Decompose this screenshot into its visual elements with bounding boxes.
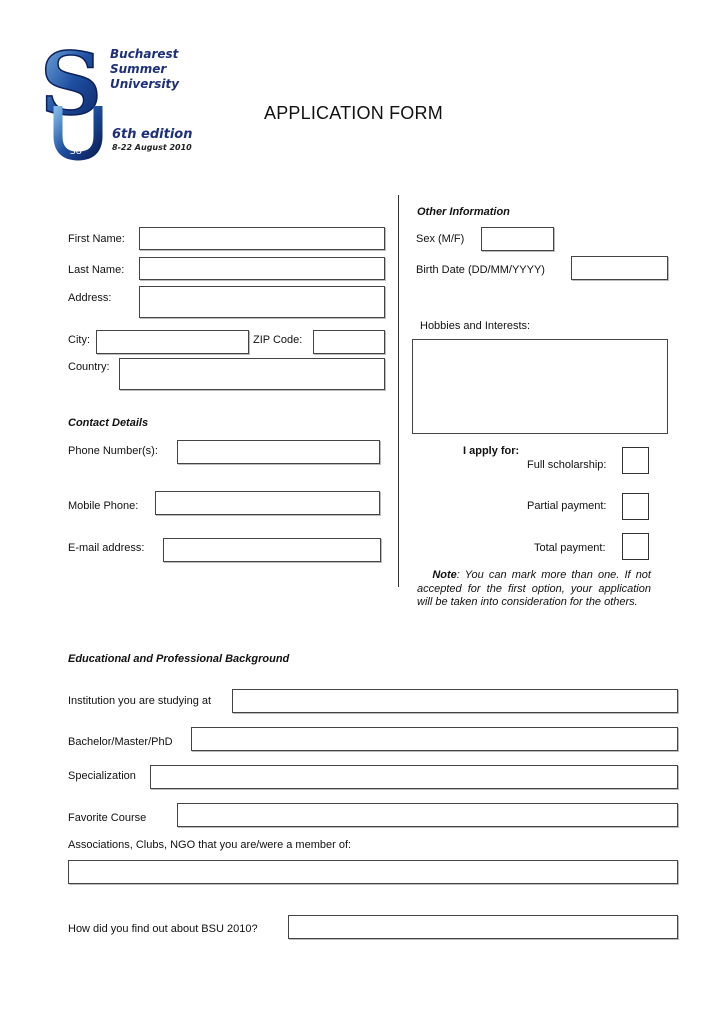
- associations-field[interactable]: [68, 860, 678, 884]
- logo-line-1: Bucharest: [110, 47, 179, 61]
- hobbies-label: Hobbies and Interests:: [420, 320, 531, 332]
- zip-label: ZIP Code:: [253, 334, 303, 346]
- partial-payment-label: Partial payment:: [527, 500, 607, 512]
- page-title: APPLICATION FORM: [264, 103, 443, 123]
- favorite-course-field[interactable]: [177, 803, 678, 827]
- partial-payment-checkbox[interactable]: [622, 493, 649, 520]
- found-out-label: How did you find out about BSU 2010?: [68, 923, 258, 935]
- full-scholarship-checkbox[interactable]: [622, 447, 649, 474]
- svg-text:SU: SU: [69, 147, 83, 157]
- city-field[interactable]: [96, 330, 249, 354]
- institution-label: Institution you are studying at: [68, 695, 212, 707]
- mobile-label: Mobile Phone:: [68, 500, 139, 512]
- email-label: E-mail address:: [68, 542, 145, 554]
- birth-date-label: Birth Date (DD/MM/YYYY): [416, 264, 545, 276]
- hobbies-field[interactable]: [412, 339, 668, 434]
- column-divider: [398, 195, 399, 587]
- total-payment-label: Total payment:: [534, 542, 606, 554]
- logo-line-2: Summer: [110, 62, 167, 76]
- favorite-course-label: Favorite Course: [68, 812, 147, 824]
- contact-heading: Contact Details: [68, 417, 149, 429]
- full-scholarship-label: Full scholarship:: [527, 459, 607, 471]
- email-field[interactable]: [163, 538, 381, 562]
- phone-label: Phone Number(s):: [68, 445, 158, 457]
- logo: [36, 36, 206, 161]
- note-label: Note: [432, 569, 457, 581]
- last-name-field[interactable]: [139, 257, 385, 280]
- city-label: City:: [68, 334, 90, 346]
- associations-label: Associations, Clubs, NGO that you are/were a member of:: [68, 839, 352, 851]
- total-payment-checkbox[interactable]: [622, 533, 649, 560]
- address-field[interactable]: [139, 286, 385, 318]
- logo-edition: 6th edition: [112, 127, 193, 142]
- first-name-field[interactable]: [139, 227, 385, 250]
- svg-text:S: S: [40, 36, 103, 135]
- found-out-field[interactable]: [288, 915, 678, 939]
- degree-label: Bachelor/Master/PhD: [68, 736, 173, 748]
- note-body: : You can mark more than one. If not accepted for the first option, your application will be taken into consideration for the others.: [417, 569, 651, 608]
- zip-field[interactable]: [313, 330, 385, 354]
- country-label: Country:: [68, 361, 110, 373]
- logo-monogram: [36, 36, 116, 161]
- mobile-field[interactable]: [155, 491, 380, 515]
- last-name-label: Last Name:: [68, 264, 125, 276]
- address-label: Address:: [68, 292, 112, 304]
- specialization-field[interactable]: [150, 765, 678, 789]
- note-text: [417, 569, 651, 610]
- sex-field[interactable]: [481, 227, 554, 251]
- institution-field[interactable]: [232, 689, 678, 713]
- logo-dates: 8-22 August 2010: [112, 143, 192, 152]
- specialization-label: Specialization: [68, 770, 136, 782]
- country-field[interactable]: [119, 358, 385, 390]
- phone-field[interactable]: [177, 440, 380, 464]
- sex-label: Sex (M/F): [416, 233, 465, 245]
- birth-date-field[interactable]: [571, 256, 668, 280]
- degree-field[interactable]: [191, 727, 678, 751]
- other-heading: Other Information: [417, 206, 510, 218]
- first-name-label: First Name:: [68, 233, 125, 245]
- education-heading: Educational and Professional Background: [68, 653, 290, 665]
- apply-heading: I apply for:: [463, 445, 520, 457]
- logo-line-3: University: [110, 77, 180, 91]
